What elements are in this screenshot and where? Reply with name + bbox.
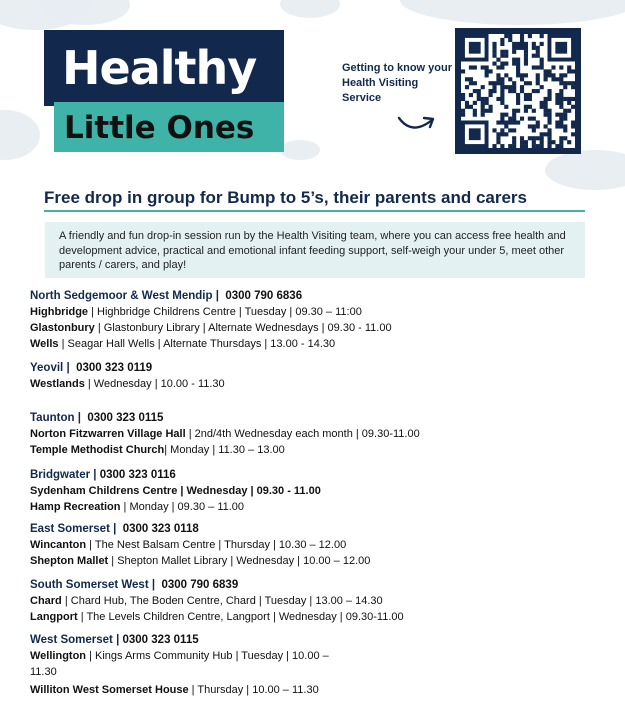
area-name: Yeovil: [30, 362, 64, 374]
session-row: [30, 609, 590, 625]
area-heading: East Somerset | 0300 323 0118: [30, 523, 199, 535]
session-details: | The Nest Balsam Centre | Thursday | 10.30 – 12.00: [86, 539, 347, 551]
session-place: Wincanton: [30, 539, 87, 551]
session-place: Shepton Mallet: [30, 555, 109, 567]
session-row: [30, 442, 590, 458]
cloud-decoration: [280, 0, 340, 18]
qr-caption: Getting to know your Health Visiting Service: [342, 62, 452, 104]
session-row: [30, 304, 590, 320]
session-details: | Monday | 09.30 – 11.00: [120, 501, 245, 513]
session-details: | Highbridge Childrens Centre | Tuesday | 09.30 – 11:00: [88, 306, 362, 318]
session-row: [30, 664, 590, 680]
session-details: | Shepton Mallet Library | Wednesday | 10.00 – 12.00: [108, 555, 371, 567]
session-details: | The Levels Children Centre, Langport | Wednesday | 09.30-11.00: [77, 611, 404, 623]
session-place: Sydenham Childrens Centre | Wednesday | 09.30 - 11.00: [30, 485, 321, 497]
intro-box: [45, 222, 585, 278]
subheading-underline: [44, 210, 585, 212]
cloud-decoration: [545, 150, 625, 190]
cloud-decoration: [280, 140, 320, 160]
title-block: [44, 30, 284, 152]
session-place: Glastonbury: [30, 322, 95, 334]
area-phone: 0300 790 6839: [161, 579, 239, 591]
session-row: [30, 376, 590, 392]
session-place: Wells: [30, 338, 59, 350]
area-south-somerset-west: [30, 577, 590, 625]
area-west-somerset: [30, 632, 590, 698]
session-place: Hamp Recreation: [30, 501, 121, 513]
area-name: South Somerset West: [30, 579, 149, 591]
area-heading: Taunton | 0300 323 0115: [30, 412, 164, 424]
area-phone: 0300 323 0119: [76, 362, 153, 374]
session-place: Williton West Somerset House: [30, 684, 189, 696]
cloud-decoration: [0, 110, 40, 160]
cloud-decoration: [400, 0, 625, 25]
area-north-sedgemoor: [30, 288, 590, 352]
session-row: [30, 553, 590, 569]
area-heading: Bridgwater | 0300 323 0116: [30, 469, 176, 481]
area-phone: 0300 323 0118: [122, 523, 199, 535]
area-name: East Somerset: [30, 523, 110, 535]
session-row: [30, 336, 590, 352]
session-row: [30, 593, 590, 609]
area-heading: Yeovil | 0300 323 0119: [30, 362, 153, 374]
curved-arrow-icon: [396, 112, 438, 134]
session-row: [30, 537, 590, 553]
area-name: Bridgwater: [30, 469, 91, 481]
session-row: [30, 320, 590, 336]
session-row: [30, 499, 590, 515]
session-details: | Chard Hub, The Boden Centre, Chard | Tuesday | 13.00 – 14.30: [61, 595, 383, 607]
area-phone: 0300 323 0115: [87, 412, 164, 424]
title-little-ones: Little Ones: [54, 102, 284, 152]
session-row: [30, 648, 590, 664]
area-east-somerset: [30, 521, 590, 569]
session-row: [30, 483, 590, 499]
session-place: Westlands: [30, 378, 85, 390]
area-taunton: [30, 410, 590, 458]
session-details: | Monday | 11.30 – 13.00: [164, 444, 285, 456]
session-details: | Thursday | 10.00 – 11.30: [188, 684, 319, 696]
session-place: Norton Fitzwarren Village Hall: [30, 428, 186, 440]
area-name: North Sedgemoor & West Mendip: [30, 290, 213, 302]
session-details: | Glastonbury Library | Alternate Wednesdays | 09.30 - 11.00: [94, 322, 392, 334]
qr-code[interactable]: [455, 28, 581, 154]
area-phone: 0300 790 6836: [225, 290, 303, 302]
session-row: [30, 682, 590, 698]
subheading: Free drop in group for Bump to 5’s, their parents and carers: [44, 188, 528, 207]
session-details: | Kings Arms Community Hub | Tuesday | 10.00 –: [86, 650, 329, 662]
title-healthy: Healthy: [44, 30, 284, 106]
session-row: [30, 426, 590, 442]
session-place: Langport: [30, 611, 78, 623]
area-phone: 0300 323 0115: [122, 634, 199, 646]
intro-text: A friendly and fun drop-in session run by the Health Visiting team, where you can access free health and development advice, practical and emotional infant feeding support, self-weigh your under 5, meet other parents / carers, and play!: [59, 230, 566, 271]
session-details: 11.30: [30, 666, 57, 678]
area-phone: 0300 323 0116: [99, 469, 176, 481]
area-heading: South Somerset West | 0300 790 6839: [30, 579, 239, 591]
area-name: Taunton: [30, 412, 75, 424]
session-details: | Wednesday | 10.00 - 11.30: [84, 378, 225, 390]
session-place: Temple Methodist Church: [30, 444, 165, 456]
area-heading: North Sedgemoor & West Mendip | 0300 790 6836: [30, 290, 303, 302]
session-details: | Seagar Hall Wells | Alternate Thursdays | 13.00 - 14.30: [58, 338, 336, 350]
area-bridgwater: [30, 467, 590, 515]
session-details: | 2nd/4th Wednesday each month | 09.30-11.00: [185, 428, 420, 440]
session-place: Highbridge: [30, 306, 89, 318]
session-place: Chard: [30, 595, 62, 607]
area-heading: West Somerset | 0300 323 0115: [30, 634, 199, 646]
area-yeovil: [30, 360, 590, 392]
session-place: Wellington: [30, 650, 87, 662]
area-name: West Somerset: [30, 634, 113, 646]
